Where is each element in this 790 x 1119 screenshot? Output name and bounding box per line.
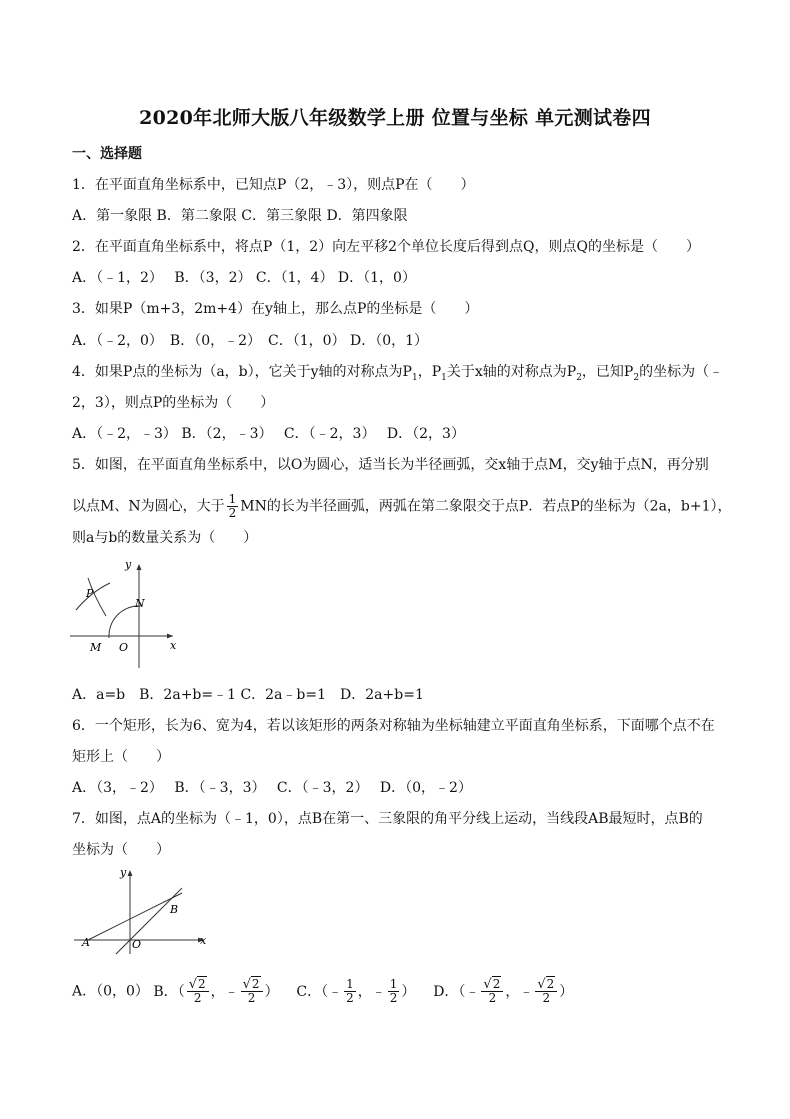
q4-sub-4: 2 [633,372,640,383]
question-5-line2 [72,492,732,520]
q5-label-y: y [125,558,132,571]
q7-label-x: x [200,934,207,947]
q5-label-p: P [86,587,94,600]
question-5-line3: 则a与b的数量关系为（ ） [72,530,258,546]
q5-text-a: 以点M、N为圆心，大于 [72,498,225,515]
minus-sign: ﹣ [519,983,534,1000]
minus-sign: ﹣ [371,983,386,1000]
q5-arc-mn [109,606,141,638]
fraction-numerator: 1 [228,492,237,506]
lparen: （ [458,983,466,1000]
q7-option-b [153,977,283,1005]
fraction-sqrt2-over-2 [481,978,503,1005]
question-7-line2: 坐标为（ ） [72,842,170,858]
q4-sub-2: 1 [441,372,447,383]
sqrt-numerator [535,978,557,991]
comma: ， [210,983,225,1000]
fraction-one-half [388,978,400,1005]
q4-text-a: 4．如果P点的坐标为（a，b），它关于y轴的对称点为P [72,364,412,380]
question-6-line2: 矩形上（ ） [72,749,170,765]
question-7-line1: 7．如图，点A的坐标为（﹣1，0），点B在第一、三象限的角平分线上运动，当线段AB最短时，点B的 [72,811,703,827]
q5-text-b: MN的长为半径画弧，两弧在第二象限交于点P．若点P的坐标为（2a，b+1）， [240,498,732,515]
question-7-options [72,978,722,1005]
section-heading: 一、选择题 [72,146,142,162]
fraction-one-half [227,493,239,520]
sqrt-sign: √ [537,977,546,992]
q4-text-e: 的坐标为（﹣ [639,364,724,380]
q7-label-o: O [132,938,142,951]
fraction-denominator: 2 [241,991,263,1005]
question-6-options: A．（3，﹣2） B．（﹣3，3） C．（﹣3，2） D．（0，﹣2） [72,780,472,796]
question-4-stem-line2: 2，3），则点P的坐标为（ ） [72,395,275,411]
q4-sub-3: 2 [576,372,582,383]
q7-option-c [296,977,419,1005]
question-3-options: A．（﹣2，0） B．（0，﹣2） C．（1，0） D．（0，1） [72,333,429,349]
fraction-denominator: 2 [389,991,398,1005]
fraction-sqrt2-over-2 [241,978,263,1005]
question-5-options: A．a=b B．2a+b=﹣1 C．2a﹣b=1 D．2a+b=1 [72,687,424,703]
q5-label-o: O [119,641,129,654]
sqrt-numerator [481,978,503,991]
fraction-denominator: 2 [535,991,557,1005]
comma: ， [505,983,520,1000]
q5-y-arrow [137,564,142,570]
question-6-line1: 6．一个矩形，长为6、宽为4，若以该矩形的两条对称轴为坐标轴建立平面直角坐标系，下面哪个点不在 [72,718,715,734]
q5-label-x: x [170,639,177,652]
fraction-denominator: 2 [187,991,209,1005]
q7-label-b: B [170,903,179,916]
rparen: ） [401,983,416,1000]
lparen: （ [321,983,329,1000]
sqrt-sign: √ [188,977,197,992]
fraction-one-half [344,978,356,1005]
q4-text-d: ，已知P [581,364,634,380]
radicand: 2 [492,977,501,991]
q7-option-a: A．（0，0） [72,983,149,1000]
sqrt-numerator [187,978,209,991]
q5-label-m: M [90,641,102,654]
q5-label-n: N [135,597,145,610]
q4-text-c: 关于x轴的对称点为P [446,364,577,380]
fraction-numerator: 1 [346,977,354,991]
question-3-stem: 3．如果P（m+3，2m+4）在y轴上，那么点P的坐标是（ ） [72,301,479,317]
question-2-options: A．（﹣1，2） B．（3，2） C．（1，4） D．（1，0） [72,270,416,286]
radicand: 2 [251,977,260,991]
q7-segment-ab [88,893,182,940]
q5-x-arrow [167,634,173,639]
rparen: ） [264,983,279,1000]
q7-option-d-label: D． [433,983,459,1000]
fraction-denominator: 2 [228,506,237,520]
question-4-options: A．（﹣2，﹣3） B．（2，﹣3） C．（﹣2，3） D．（2，3） [72,426,465,442]
question-1-options: A．第一象限 B．第二象限 C．第三象限 D．第四象限 [72,208,408,224]
q7-lparen: （ [177,983,185,1000]
minus-sign: ﹣ [465,983,480,1000]
question-5-line1: 5．如图，在平面直角坐标系中，以O为圆心，适当长为半径画弧，交x轴于点M，交y轴于点N，再分别 [72,457,709,473]
q7-label-y: y [120,866,127,879]
radicand: 2 [197,977,206,991]
q5-figure [66,558,181,671]
minus-sign: ﹣ [224,983,239,1000]
q7-figure [70,866,210,956]
q7-option-d [433,977,574,1005]
page-title: 2020年北师大版八年级数学上册 位置与坐标 单元测试卷四 [139,107,651,129]
sqrt-sign: √ [483,977,492,992]
minus-sign: ﹣ [328,983,343,1000]
fraction-sqrt2-over-2 [187,978,209,1005]
fraction-denominator: 2 [481,991,503,1005]
radicand: 2 [546,977,555,991]
comma: ， [357,983,372,1000]
question-4-stem-line1 [72,362,722,388]
q4-sub-1: 1 [411,372,418,383]
fraction-denominator: 2 [346,991,354,1005]
sqrt-numerator [241,978,263,991]
sqrt-sign: √ [242,977,251,992]
q4-text-b: ，P [417,364,442,380]
question-1-stem: 1．在平面直角坐标系中，已知点P（2，﹣3），则点P在（ ） [72,177,475,193]
q7-option-c-label: C． [296,983,322,1000]
fraction-numerator: 1 [389,977,398,991]
question-2-stem: 2．在平面直角坐标系中，将点P（1，2）向左平移2个单位长度后得到点Q，则点Q的坐标是（ ） [72,239,701,255]
fraction-sqrt2-over-2 [535,978,557,1005]
q7-y-arrow [128,870,133,876]
q7-option-b-label: B． [153,983,178,1000]
q7-label-a: A [82,936,90,949]
rparen: ） [559,983,574,1000]
